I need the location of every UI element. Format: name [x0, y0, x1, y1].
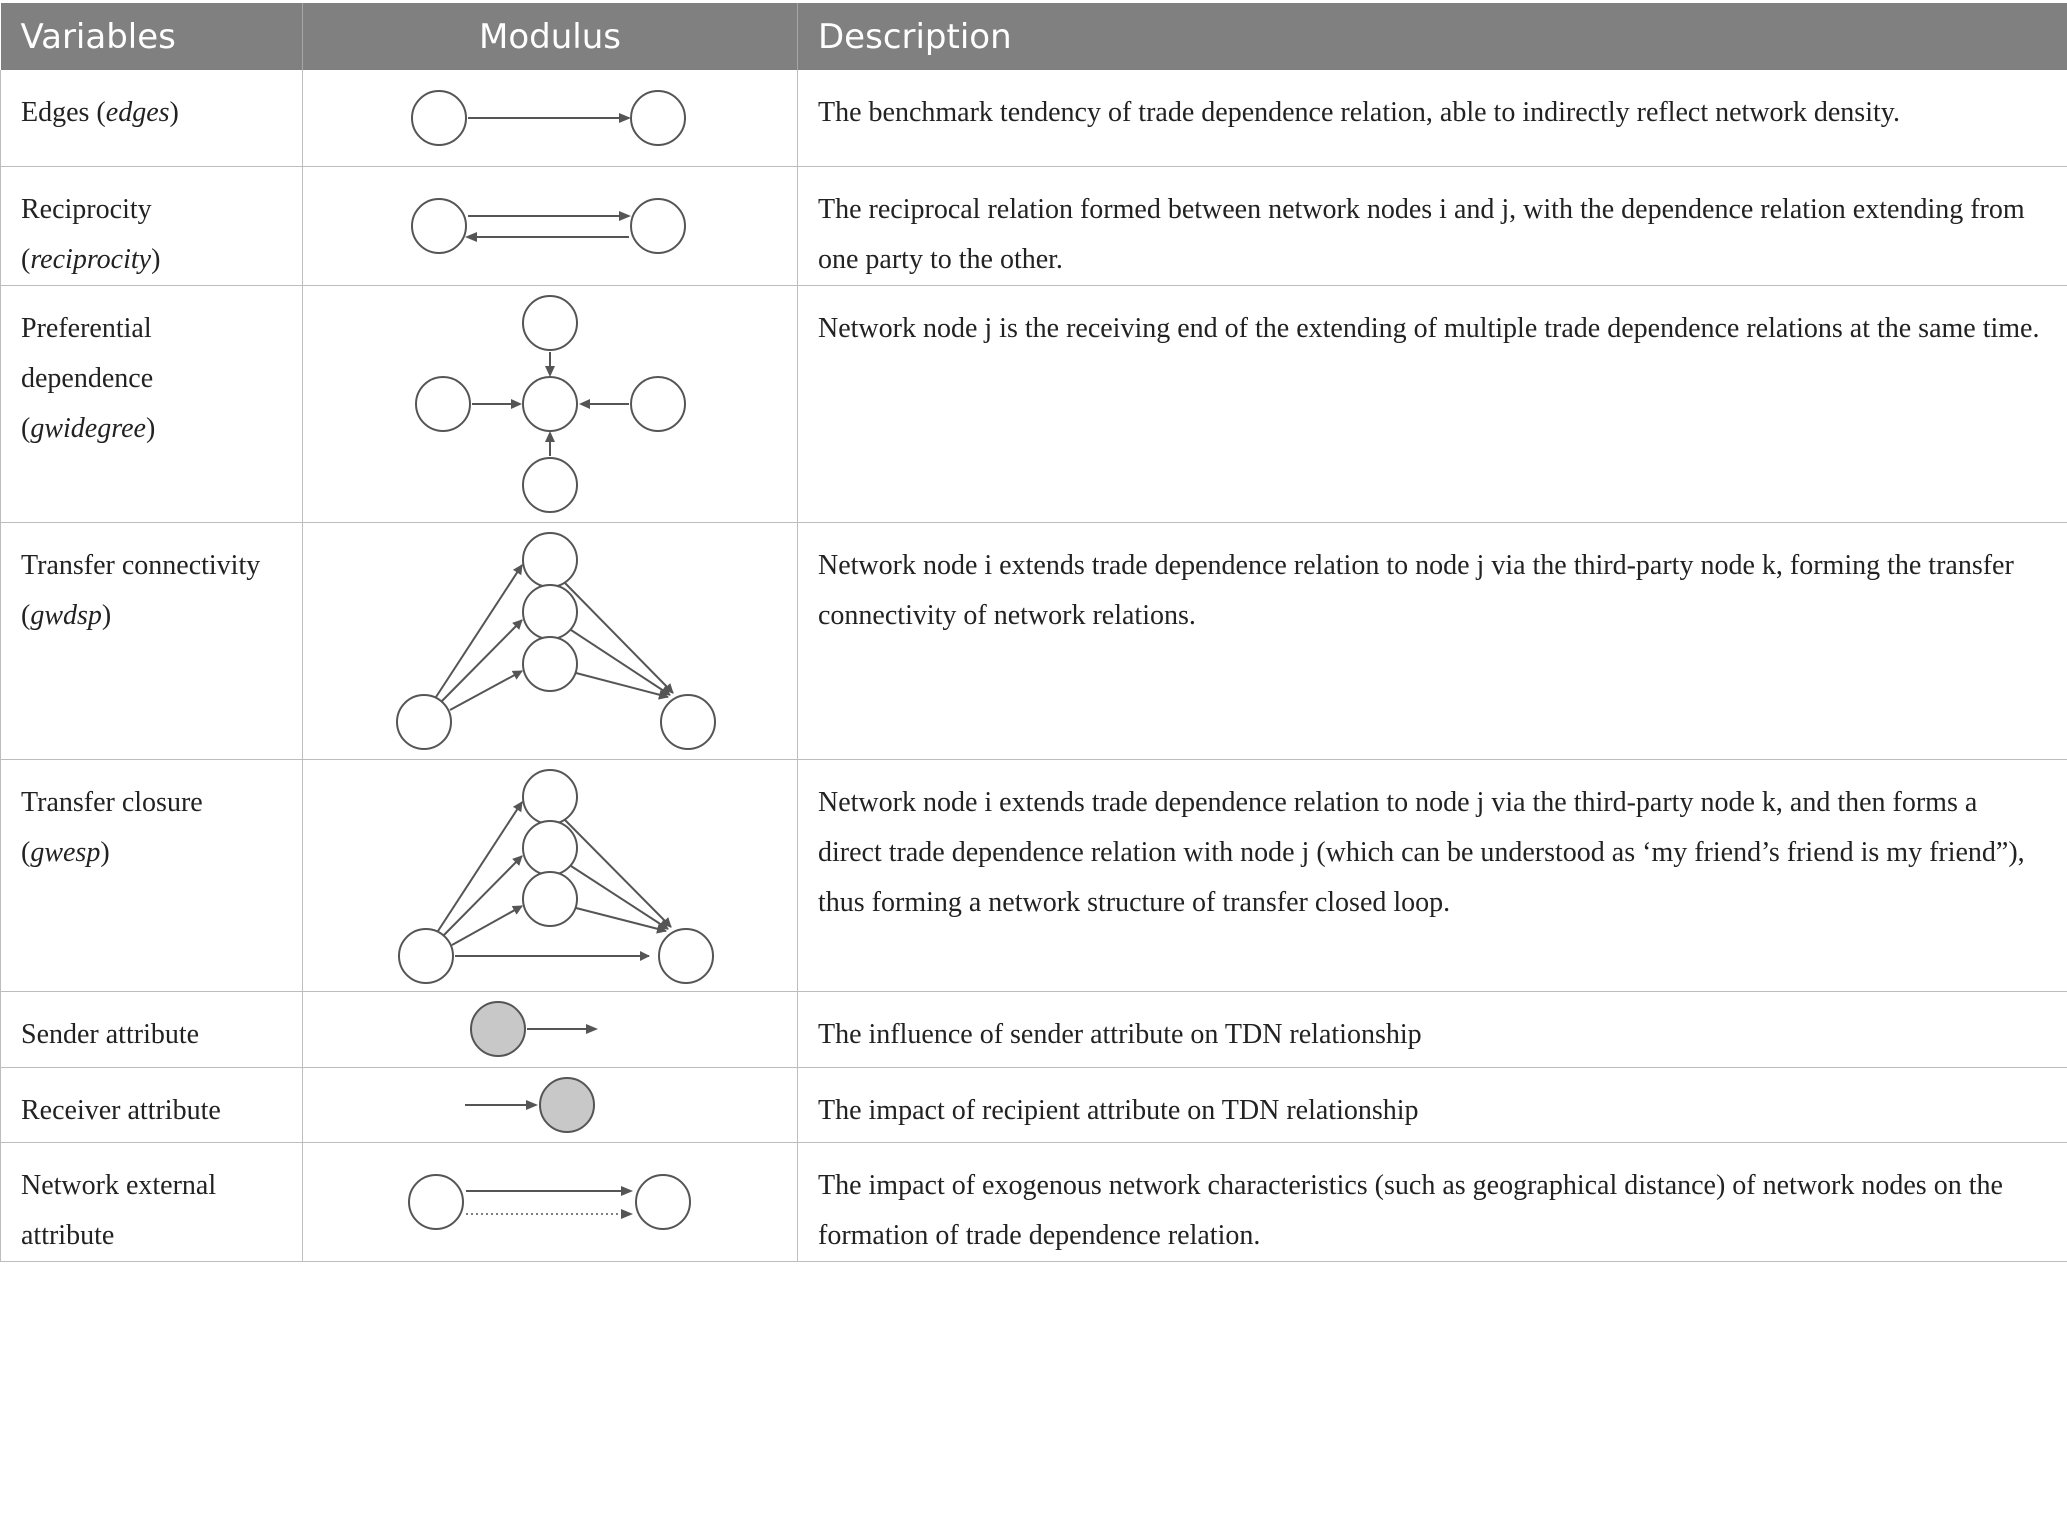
sender-attribute-diagram — [303, 992, 798, 1067]
modulus-cell — [303, 70, 798, 167]
header-row — [1, 3, 2067, 70]
symbol-close: ) — [169, 97, 179, 128]
modulus-cell — [303, 760, 798, 992]
variable-cell: Sender attribute — [1, 992, 303, 1068]
table-row — [1, 992, 2067, 1068]
table-row — [1, 167, 2067, 286]
description-cell: The reciprocal relation formed between network nodes i and j, with the dependence relation extending from one party to the other. — [798, 167, 2067, 286]
modulus-cell — [303, 1068, 798, 1143]
variable-cell: Transfer connectivity (gwdsp) — [1, 523, 303, 760]
variable-cell: Network external attribute — [1, 1143, 303, 1262]
variable-cell: Preferential dependence (gwidegree) — [1, 286, 303, 523]
table-row — [1, 1068, 2067, 1143]
variable-name: Reciprocity — [21, 194, 152, 225]
variable-symbol: reciprocity — [30, 244, 152, 275]
description-cell: The impact of recipient attribute on TDN relationship — [798, 1068, 2067, 1143]
modulus-cell — [303, 523, 798, 760]
variable-name: Preferential dependence — [21, 313, 154, 394]
table-row — [1, 286, 2067, 523]
variable-name: Transfer closure — [21, 787, 203, 818]
variable-cell: Receiver attribute — [1, 1068, 303, 1143]
header-description: Description — [798, 3, 2067, 70]
description-cell: Network node i extends trade dependence relation to node j via the third-party node k, and then forms a direct trade dependence relation with node j (which can be understood as ‘my friend’s friend is my friend”), thus forming a network structure of transfer closed loop. — [798, 760, 2067, 992]
edges-diagram — [303, 70, 798, 166]
variable-cell — [1, 70, 303, 167]
variable-cell: Transfer closure (gwesp) — [1, 760, 303, 992]
gwesp-diagram — [303, 760, 798, 991]
variables-table — [0, 3, 2067, 1262]
external-attribute-diagram — [303, 1160, 798, 1245]
variable-symbol: gwdsp — [30, 600, 102, 631]
header-modulus: Modulus — [303, 3, 798, 70]
variable-cell: Reciprocity (reciprocity) — [1, 167, 303, 286]
description-cell: Network node i extends trade dependence relation to node j via the third-party node k, forming the transfer connectivity of network relations. — [798, 523, 2067, 760]
variable-name: Edges ( — [21, 97, 106, 128]
gwdsp-diagram — [303, 523, 798, 759]
variable-symbol: gwesp — [30, 837, 101, 868]
receiver-attribute-diagram — [303, 1068, 798, 1142]
gwidegree-diagram — [303, 286, 798, 522]
table-row — [1, 523, 2067, 760]
description-cell: The influence of sender attribute on TDN relationship — [798, 992, 2067, 1068]
modulus-cell — [303, 992, 798, 1068]
variable-symbol: gwidegree — [30, 413, 146, 444]
variable-name: Transfer connectivity — [21, 550, 261, 581]
modulus-cell — [303, 167, 798, 286]
variable-symbol: edges — [105, 97, 170, 128]
header-variables: Variables — [1, 3, 303, 70]
table-row — [1, 1143, 2067, 1262]
modulus-cell — [303, 286, 798, 523]
table-row — [1, 760, 2067, 992]
description-cell: The impact of exogenous network characteristics (such as geographical distance) of network nodes on the formation of trade dependence relation. — [798, 1143, 2067, 1262]
table-row — [1, 70, 2067, 167]
modulus-cell — [303, 1143, 798, 1262]
description-cell: Network node j is the receiving end of the extending of multiple trade dependence relations at the same time. — [798, 286, 2067, 523]
reciprocity-diagram — [303, 184, 798, 269]
description-cell: The benchmark tendency of trade dependence relation, able to indirectly reflect network density. — [798, 70, 2067, 167]
